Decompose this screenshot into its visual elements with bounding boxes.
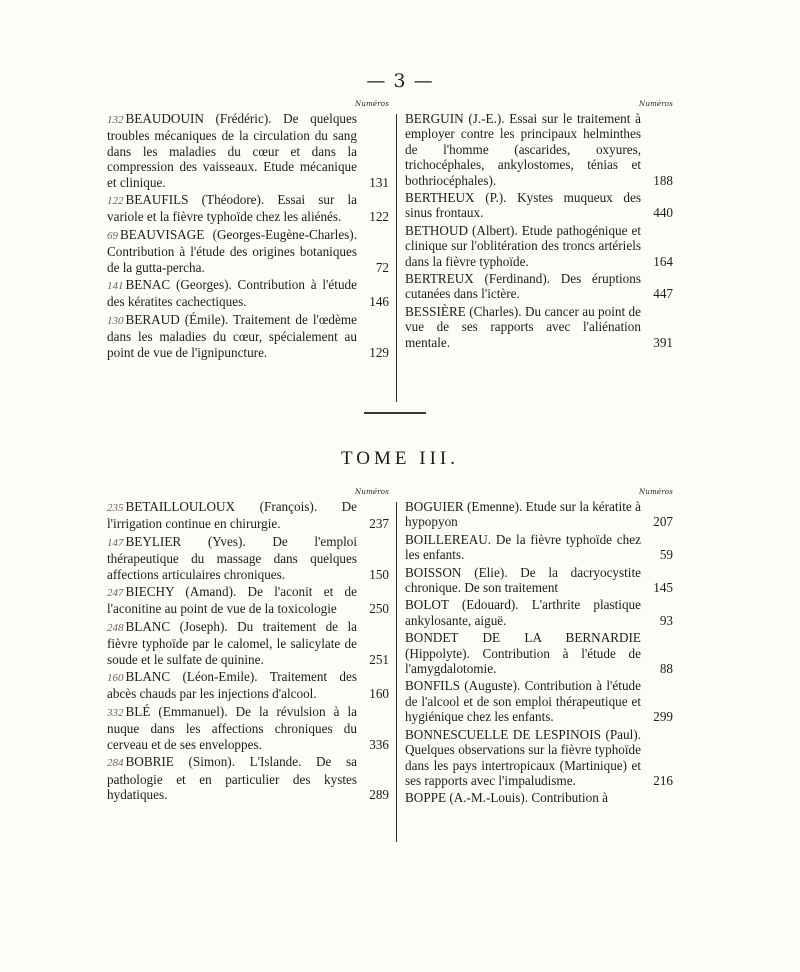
entry-text	[405, 727, 641, 789]
column-right-top	[405, 100, 673, 352]
numeros-header: Numéros	[355, 488, 389, 496]
column-divider	[396, 502, 397, 842]
index-entry	[107, 277, 389, 310]
handwritten-mark: 69	[107, 229, 118, 242]
index-entry	[107, 534, 389, 582]
index-entry	[107, 111, 389, 190]
entry-text	[405, 271, 641, 302]
column-left-top	[107, 100, 389, 362]
entry-title: BETAILLOULOUX (François). De l'irrigation continue en chirurgie.	[107, 499, 357, 532]
entry-text	[107, 619, 357, 667]
entry-text	[107, 499, 357, 532]
index-entry	[405, 727, 673, 789]
index-entry	[405, 678, 673, 724]
entry-number: 299	[653, 709, 673, 725]
index-entry	[405, 111, 673, 188]
handwritten-mark: 235	[107, 502, 124, 514]
entry-number: 88	[659, 661, 673, 677]
entry-number: 164	[653, 253, 673, 269]
entry-title: BONNESCUELLE DE LESPINOIS (Paul). Quelques observations sur la fièvre typhoïde dans les pays intertropicaux (Martinique) et ses rapports avec l'impaludisme.	[405, 726, 641, 788]
entry-title: BLÉ (Emmanuel). De la révulsion à la nuque dans les affections chroniques du cerveau et de ses enveloppes.	[107, 703, 357, 752]
entry-text	[107, 534, 357, 582]
index-entry	[107, 312, 389, 360]
entry-text	[107, 277, 357, 310]
entry-number: 188	[653, 172, 673, 188]
tome-title: TOME III.	[341, 448, 459, 469]
entry-text	[405, 790, 641, 805]
handwritten-mark: 122	[107, 195, 124, 208]
index-entry	[405, 271, 673, 302]
index-entry	[107, 754, 389, 802]
entry-text	[405, 223, 641, 269]
entry-text	[107, 111, 357, 190]
column-divider	[396, 114, 397, 402]
column-right-bottom	[405, 488, 673, 808]
entry-number: 131	[369, 174, 389, 190]
index-entry	[107, 192, 389, 225]
entry-title: BERTREUX (Ferdinand). Des éruptions cutanées dans l'ictère.	[405, 271, 641, 302]
index-entry	[405, 223, 673, 269]
handwritten-mark: 147	[107, 536, 124, 549]
page-number: — 3 —	[366, 70, 434, 92]
entry-number: 145	[653, 580, 673, 596]
entry-title: BERAUD (Émile). Traitement de l'œdème dans les maladies du cœur, spécialement au point de vue de l'ignipuncture.	[107, 311, 357, 360]
entry-text	[107, 754, 357, 802]
entry-title: BERTHEUX (P.). Kystes muqueux des sinus frontaux.	[405, 190, 641, 221]
index-entry	[107, 704, 389, 752]
entry-title: BESSIÈRE (Charles). Du cancer au point de vue de ses rapports avec l'aliénation mentale.	[405, 303, 641, 350]
entry-title: BEAUVISAGE (Georges-Eugène-Charles). Contribution à l'étude des origines botaniques de la gutta-percha.	[107, 226, 357, 275]
index-entry	[107, 584, 389, 617]
entry-title: BOBRIE (Simon). L'Islande. De sa pathologie et en particulier des kystes hydatiques.	[107, 754, 357, 802]
index-entry	[405, 532, 673, 563]
numeros-header: Numéros	[355, 100, 389, 108]
entry-number: 336	[369, 736, 389, 752]
entry-title: BENAC (Georges). Contribution à l'étude des kératites cachectiques.	[107, 277, 357, 310]
entry-number: 216	[653, 772, 673, 788]
entry-text	[107, 227, 357, 275]
entry-title: BOPPE (A.-M.-Louis). Contribution à	[405, 790, 608, 806]
entry-text	[405, 630, 641, 676]
entry-text	[405, 190, 641, 221]
entry-number: 146	[369, 294, 389, 310]
entry-title: BETHOUD (Albert). Etude pathogénique et clinique sur l'oblitération des troncs artériels dans la fièvre typhoïde.	[405, 222, 641, 269]
entry-title: BERGUIN (J.-E.). Essai sur le traitement à employer contre les principaux helminthes de l'homme (ascarides, oxyures, trichocéphales, ankylostomes, ténias et bothriocéphales).	[405, 111, 641, 188]
handwritten-mark: 332	[107, 706, 124, 719]
entry-number: 447	[653, 286, 673, 302]
handwritten-mark: 284	[107, 757, 124, 770]
entry-text	[405, 111, 641, 188]
entry-text	[107, 669, 357, 702]
column-left-bottom	[107, 488, 389, 804]
entry-title: BOGUIER (Emenne). Etude sur la kératite à hypopyon	[405, 499, 641, 530]
entry-text	[405, 597, 641, 628]
entry-title: BONFILS (Auguste). Contribution à l'étude de l'alcool et de son emploi thérapeutique et hygiénique chez les enfants.	[405, 678, 641, 725]
entry-number: 59	[659, 547, 673, 563]
handwritten-mark: 248	[107, 621, 124, 634]
index-entry	[107, 227, 389, 275]
entry-title: BIECHY (Amand). De l'aconit et de l'aconitine au point de vue de la toxicologie	[107, 584, 357, 617]
entry-title: BOILLEREAU. De la fièvre typhoïde chez les enfants.	[405, 531, 641, 563]
entry-title: BLANC (Joseph). Du traitement de la fièvre typhoïde par le calomel, le salicylate de soude et le sulfate de quinine.	[107, 618, 357, 667]
entry-text	[107, 704, 357, 752]
entry-title: BEAUFILS (Théodore). Essai sur la variole et la fièvre typhoïde chez les aliénés.	[107, 192, 357, 225]
entry-number: 129	[369, 344, 389, 360]
numeros-header: Numéros	[639, 100, 673, 108]
handwritten-mark: 132	[107, 114, 124, 126]
entry-number: 160	[369, 686, 389, 702]
entry-number: 207	[653, 514, 673, 530]
entry-number: 289	[369, 786, 389, 802]
index-entry	[405, 790, 673, 805]
handwritten-mark: 247	[107, 587, 124, 600]
index-entry	[405, 597, 673, 628]
entry-number: 237	[369, 516, 389, 532]
entry-text	[405, 565, 641, 596]
entry-text	[405, 678, 641, 724]
entry-number: 93	[659, 612, 673, 628]
entry-title: BEYLIER (Yves). De l'emploi thérapeutique du massage dans quelques affections articulaires chroniques.	[107, 533, 357, 582]
index-entry	[107, 669, 389, 702]
entry-number: 440	[653, 205, 673, 221]
entry-number: 250	[369, 601, 389, 617]
entry-title: BOISSON (Elie). De la dacryocystite chronique. De son traitement	[405, 564, 641, 596]
entry-title: BLANC (Léon-Emile). Traitement des abcès chauds par les injections d'alcool.	[107, 669, 357, 702]
section-rule	[364, 412, 426, 414]
entry-text	[107, 584, 357, 617]
numeros-header: Numéros	[639, 488, 673, 496]
entry-text	[405, 532, 641, 563]
entry-text	[107, 312, 357, 360]
entry-text	[405, 304, 641, 350]
entry-text	[107, 192, 357, 225]
index-entry	[107, 619, 389, 667]
entry-number: 251	[369, 651, 389, 667]
index-entry	[405, 630, 673, 676]
index-entry	[405, 190, 673, 221]
index-entry	[405, 499, 673, 530]
index-entry	[107, 499, 389, 532]
entry-number: 391	[653, 334, 673, 350]
handwritten-mark: 130	[107, 314, 124, 327]
entry-title: BEAUDOUIN (Frédéric). De quelques troubles mécaniques de la circulation du sang dans les maladies du cœur et dans la compression des vaisseaux. Etude mécanique et clinique.	[107, 111, 357, 190]
handwritten-mark: 141	[107, 280, 124, 293]
entry-title: BONDET DE LA BERNARDIE (Hippolyte). Contribution à l'étude de l'amygdalotomie.	[405, 630, 641, 677]
index-entry	[405, 304, 673, 350]
index-entry	[405, 565, 673, 596]
entry-number: 122	[369, 209, 389, 225]
entry-number: 72	[375, 259, 389, 275]
entry-text	[405, 499, 641, 530]
entry-title: BOLOT (Edouard). L'arthrite plastique ankylosante, aiguë.	[405, 597, 641, 628]
handwritten-mark: 160	[107, 672, 124, 685]
entry-number: 150	[369, 566, 389, 582]
